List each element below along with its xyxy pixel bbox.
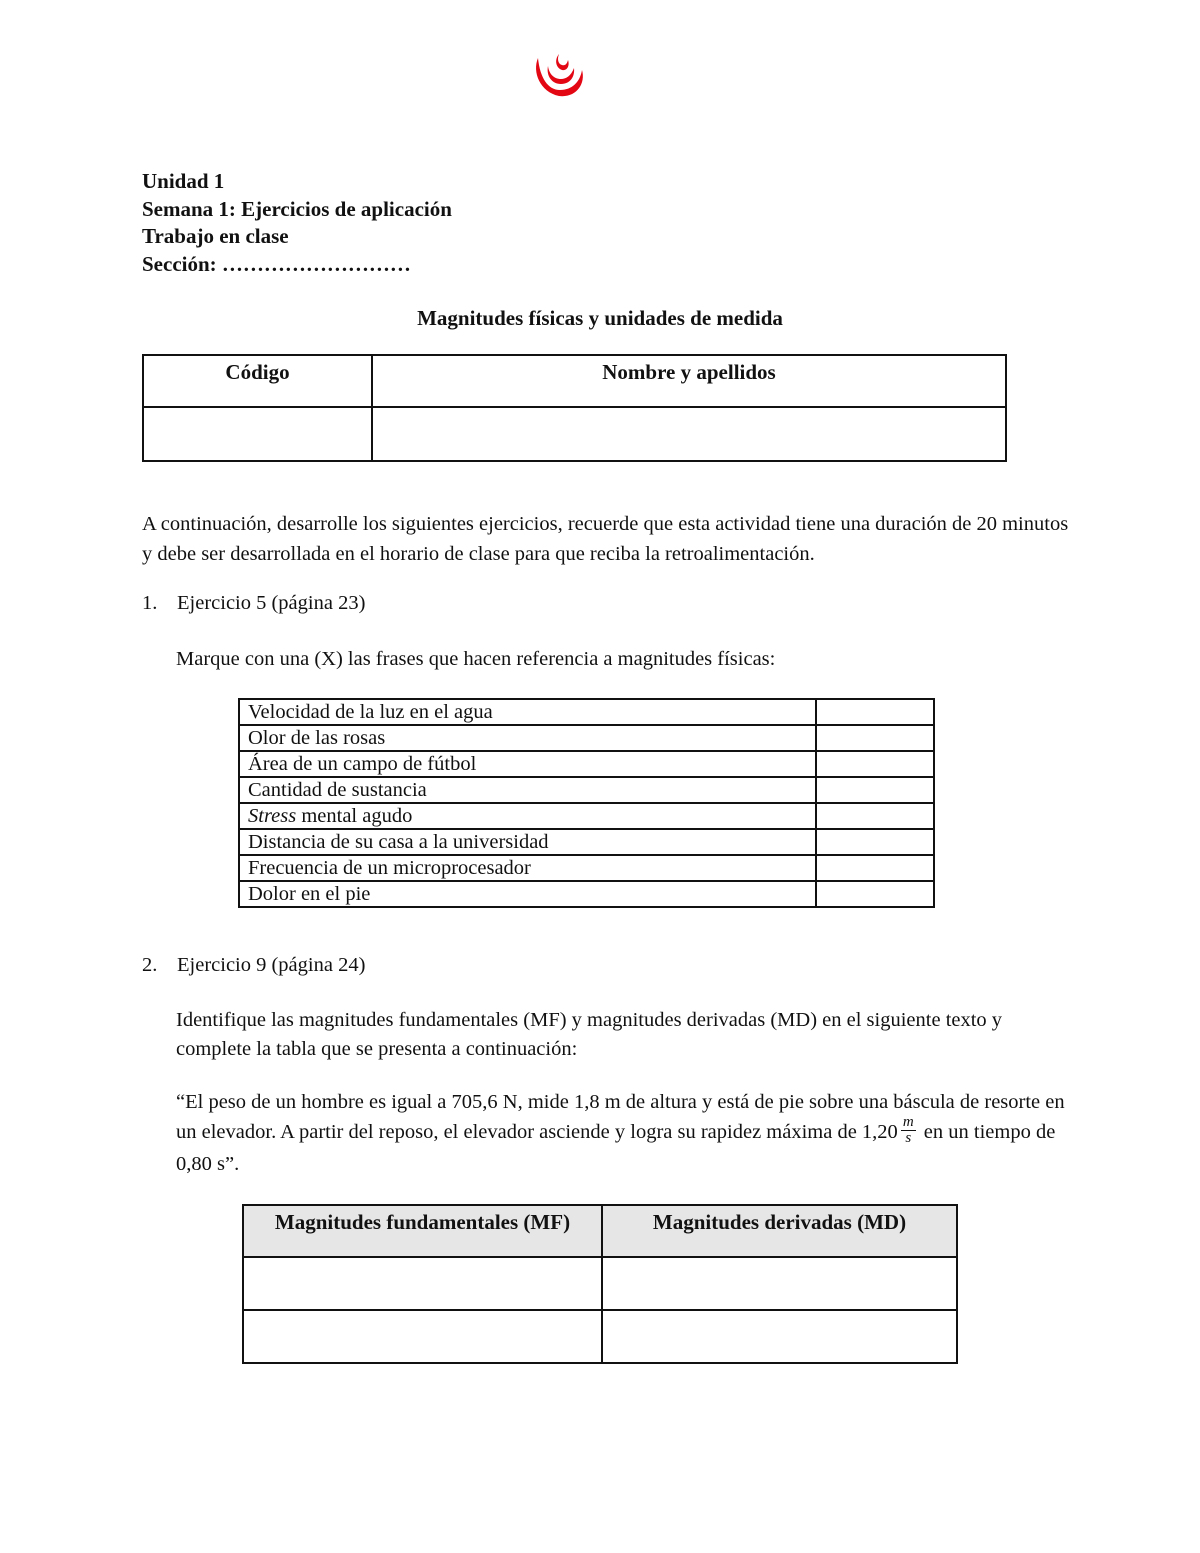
phrase-cell: Área de un campo de fútbol: [239, 751, 816, 777]
mark-cell[interactable]: [816, 803, 934, 829]
table-row: [243, 1310, 957, 1363]
section-label: Sección: ………………………: [142, 251, 411, 276]
table-row: [239, 751, 934, 777]
intro-paragraph: A continuación, desarrolle los siguientes ejercicios, recuerde que esta actividad tiene una duración de 20 minutos y debe ser desarrollada en el horario de clase para que reciba la retroalimentación.: [142, 513, 1069, 565]
table-row: [239, 829, 934, 855]
mark-cell[interactable]: [816, 777, 934, 803]
exercise-1-number: 1.: [142, 592, 158, 614]
phrase-cell: Olor de las rosas: [239, 725, 816, 751]
exercise-1-instruction: Marque con una (X) las frases que hacen referencia a magnitudes físicas:: [176, 648, 776, 670]
week-label: Semana 1: Ejercicios de aplicación: [142, 196, 452, 221]
mark-cell[interactable]: [816, 881, 934, 907]
fraction-numerator: m: [902, 1113, 914, 1130]
md-cell[interactable]: [602, 1310, 957, 1363]
md-header: Magnitudes derivadas (MD): [602, 1205, 957, 1257]
table-row: [239, 855, 934, 881]
table-row: [243, 1257, 957, 1310]
phrase-cell: Distancia de su casa a la universidad: [239, 829, 816, 855]
name-field[interactable]: [372, 407, 1006, 461]
mark-cell[interactable]: [816, 751, 934, 777]
exercise-2-title: Ejercicio 9 (página 24): [177, 954, 366, 976]
header-block: [142, 168, 452, 278]
magnitudes-table: [242, 1204, 958, 1364]
student-info-table: [142, 354, 1007, 462]
page-title: Magnitudes físicas y unidades de medida: [417, 306, 783, 330]
md-cell[interactable]: [602, 1257, 957, 1310]
mark-cell[interactable]: [816, 855, 934, 881]
mf-cell[interactable]: [243, 1310, 602, 1363]
exercise-2-quote: [176, 1087, 1066, 1179]
quote-text-start: “El peso de un hombre es igual a 705,6 N, mide 1,8 m de altura y está de pie sobre una báscula de resorte en un elevador. A partir del reposo, el elevador asciende y logra su rapidez máxima de 1,20: [176, 1091, 1065, 1143]
code-header: Código: [143, 355, 372, 407]
table-row: [239, 803, 934, 829]
work-label: Trabajo en clase: [142, 224, 289, 248]
mark-cell[interactable]: [816, 699, 934, 725]
stress-rest: mental agudo: [296, 805, 413, 827]
table-row: [239, 725, 934, 751]
stress-word: Stress: [248, 805, 297, 827]
speed-unit-fraction: [901, 1115, 916, 1146]
mf-cell[interactable]: [243, 1257, 602, 1310]
name-header: Nombre y apellidos: [372, 355, 1006, 407]
phrase-cell: Dolor en el pie: [239, 881, 816, 907]
table-row: [239, 777, 934, 803]
mf-header: Magnitudes fundamentales (MF): [243, 1205, 602, 1257]
flame-logo-icon: [530, 52, 588, 102]
unit-label: Unidad 1: [142, 169, 225, 193]
phrase-cell: [239, 803, 816, 829]
exercise-1-title: Ejercicio 5 (página 23): [177, 592, 366, 614]
phrase-cell: Velocidad de la luz en el agua: [239, 699, 816, 725]
phrase-cell: Frecuencia de un microprocesador: [239, 855, 816, 881]
exercise-2-instruction: Identifique las magnitudes fundamentales (MF) y magnitudes derivadas (MD) en el siguiente texto y complete la tabla que se presenta a continuación:: [176, 1009, 1003, 1060]
phrase-cell: Cantidad de sustancia: [239, 777, 816, 803]
mark-cell[interactable]: [816, 829, 934, 855]
exercise-2-number: 2.: [142, 954, 158, 976]
mark-cell[interactable]: [816, 725, 934, 751]
table-row: [239, 699, 934, 725]
code-field[interactable]: [143, 407, 372, 461]
fraction-denominator: s: [905, 1129, 912, 1146]
phrases-table: [238, 698, 935, 908]
table-row: [239, 881, 934, 907]
quote-text-end: en un tiempo de 0,80 s”.: [176, 1121, 1056, 1175]
